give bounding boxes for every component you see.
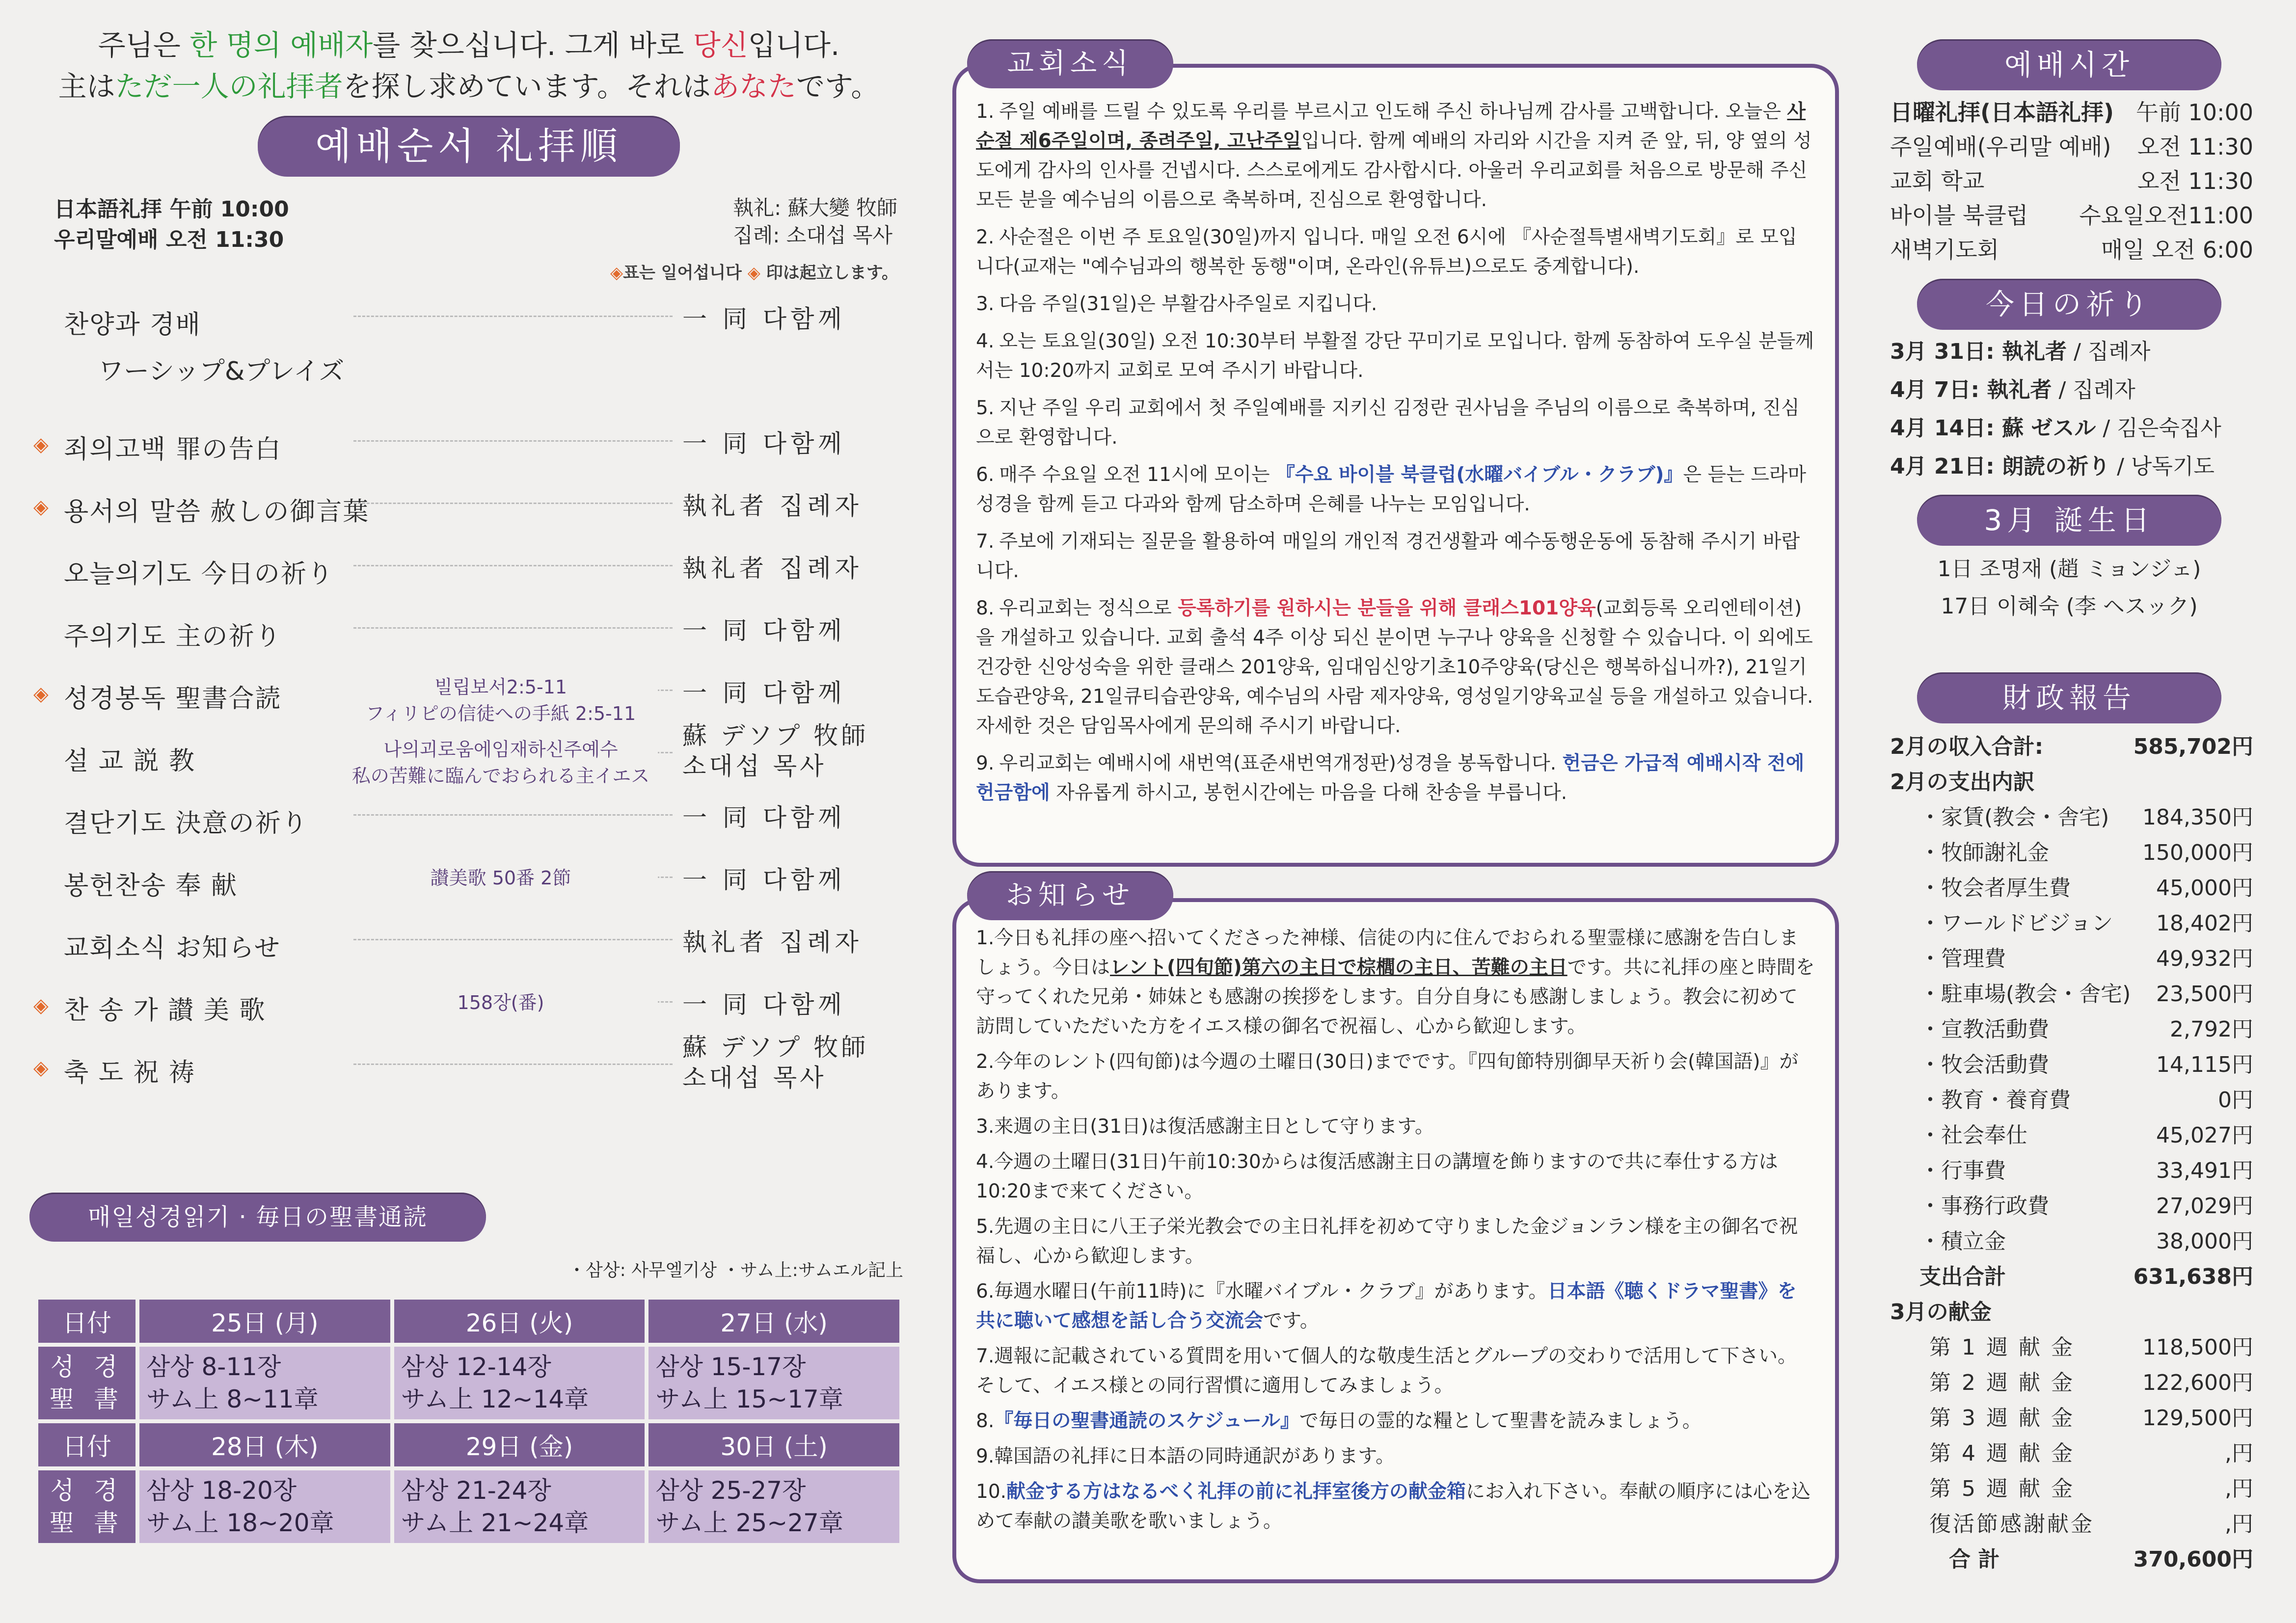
item-number: 6. xyxy=(976,464,995,486)
expense-row xyxy=(1870,835,2268,871)
diamond-icon: ◈ xyxy=(747,263,760,283)
table-header: 日付 xyxy=(38,1300,135,1343)
amount: 45,027円 xyxy=(2156,1123,2253,1148)
income-row xyxy=(1870,729,2268,765)
expense-row xyxy=(1870,1012,2268,1047)
order-item-leader: 一 同 다함께 xyxy=(682,678,893,708)
table-cell: 삼상 15-17장 サム上 15~17章 xyxy=(648,1347,899,1419)
amount: 370,600円 xyxy=(2133,1547,2253,1572)
table-row xyxy=(38,1347,899,1419)
amount: 631,638円 xyxy=(2133,1264,2253,1289)
prayer-leader-kr: / 집례자 xyxy=(2052,377,2135,402)
item-number: 9. xyxy=(976,752,995,774)
order-item xyxy=(29,788,908,850)
order-item-detail: 나의괴로움에임재하신주예수 私の苦難に臨んでおられる主イエス xyxy=(344,736,658,789)
prayer-list xyxy=(1870,333,2268,486)
order-item-name: 죄의고백 罪の告白 xyxy=(64,435,282,464)
offering-row xyxy=(1870,1365,2268,1401)
service-name: 교회 학교 xyxy=(1890,168,1985,194)
order-item xyxy=(29,1033,908,1099)
prayer-leader: 朗読の祈り xyxy=(2002,454,2110,479)
welcome-korean xyxy=(29,25,908,66)
table-cell: 삼상 12-14장 サム上 12~14章 xyxy=(394,1347,645,1419)
reading-table xyxy=(34,1296,903,1547)
list-item xyxy=(976,223,1815,282)
birthday-title: 3月 誕生日 xyxy=(1917,495,2221,546)
order-item-leader: 執礼者 집례자 xyxy=(682,927,893,958)
amount: 129,500円 xyxy=(2142,1406,2253,1431)
order-item-detail: 讃美歌 50番 2節 xyxy=(344,865,658,891)
row-label: 성 경 聖 書 xyxy=(38,1347,135,1419)
expense-name: ・宣教活動費 xyxy=(1919,1017,2049,1042)
service-times-title: 예배시간 xyxy=(1917,39,2221,90)
amount: ,円 xyxy=(2225,1441,2253,1466)
expense-row xyxy=(1870,800,2268,835)
expense-name: ・社会奉仕 xyxy=(1919,1123,2027,1148)
text: 주님은 xyxy=(98,28,190,62)
item-text: 자유롭게 하시고, 봉헌시간에는 마음을 다해 찬송을 부릅니다. xyxy=(1050,782,1567,804)
order-item-name: 축 도 祝 祷 xyxy=(64,1058,196,1088)
list-item xyxy=(976,1277,1815,1336)
expense-row xyxy=(1870,1224,2268,1259)
order-item xyxy=(29,663,908,725)
officiant-kr: 집례: 소대섭 목사 xyxy=(733,223,892,247)
order-item xyxy=(29,912,908,975)
order-item xyxy=(29,414,908,476)
prayer-date: 4月 21日: xyxy=(1890,454,1995,479)
item-text: 주일 예배를 드릴 수 있도록 우리를 부르시고 인도해 주신 하나님께 감사를 고백합니다. 오늘은 xyxy=(999,101,1787,123)
offering-row xyxy=(1870,1507,2268,1542)
item-number: 3. xyxy=(976,293,995,315)
church-news-box xyxy=(952,64,1839,867)
item-number: 7. xyxy=(976,531,995,553)
expense-row xyxy=(1870,906,2268,941)
amount: 18,402円 xyxy=(2156,911,2253,936)
offering-row xyxy=(1870,1471,2268,1507)
offering-heading xyxy=(1870,1295,2268,1330)
item-text: 우리교회는 예배시에 새번역(표준새번역개정판)성경을 봉독합니다. xyxy=(999,752,1563,774)
text: 당신 xyxy=(693,28,748,62)
expense-name: ・管理費 xyxy=(1919,946,2006,971)
text: 표는 일어섭니다 xyxy=(623,263,748,283)
expense-name: ・教育・養育費 xyxy=(1919,1088,2071,1113)
birthday-list xyxy=(1870,551,2268,625)
amount: 38,000円 xyxy=(2156,1229,2253,1254)
prayer-leader-kr: / 낭독기도 xyxy=(2110,454,2215,479)
finance-title: 財政報告 xyxy=(1917,672,2221,723)
table-header: 27日 (水) xyxy=(648,1300,899,1343)
expense-name: ・牧師謝礼金 xyxy=(1919,840,2049,865)
info-column xyxy=(1870,0,2268,1577)
list-item xyxy=(976,1407,1815,1436)
item-number: 10. xyxy=(976,1481,1007,1503)
leader-line xyxy=(353,627,673,629)
order-item-subtitle: ワーシップ&プレイズ xyxy=(98,357,345,386)
item-number: 6. xyxy=(976,1280,995,1303)
order-item xyxy=(29,289,908,351)
diamond-icon: ◈ xyxy=(610,263,623,283)
amount: 33,491円 xyxy=(2156,1158,2253,1183)
item-text: です。共に礼拝の座と時間を守ってくれた兄弟・姉妹とも感謝の挨拶をします。自分自身にも感謝しましょう。教会に初めて訪問していただいた方をイエス様の御名で祝福し、心から歓迎します。 xyxy=(976,957,1815,1038)
amount: 122,600円 xyxy=(2142,1370,2253,1395)
list-item xyxy=(976,749,1815,808)
order-item xyxy=(29,351,908,414)
order-item-name: 용서의 말씀 赦しの御言葉 xyxy=(64,497,370,527)
leader-line xyxy=(353,1064,673,1065)
welcome-message xyxy=(29,25,908,107)
expense-row xyxy=(1870,1189,2268,1224)
list-item xyxy=(976,527,1815,586)
service-time: 日本語礼拝 午前 10:00 xyxy=(54,197,289,222)
order-item-leader: 一 同 다함께 xyxy=(682,304,893,334)
expense-name: ・牧会活動費 xyxy=(1919,1052,2049,1077)
item-number: 1. xyxy=(976,101,995,123)
expense-row xyxy=(1870,941,2268,977)
list-item xyxy=(976,1342,1815,1401)
standing-legend xyxy=(29,259,898,283)
item-number: 2. xyxy=(976,1051,995,1073)
item-highlight: 헌금은 가급적 예배시작 전에 헌금함에 xyxy=(976,752,1805,804)
service-time: 午前 10:00 xyxy=(2135,99,2253,126)
expense-row xyxy=(1870,871,2268,906)
standing-diamond-icon: ◈ xyxy=(33,683,49,705)
offering-name: 第 5 週 献 金 xyxy=(1929,1476,2075,1501)
list-item xyxy=(976,97,1815,215)
text: ただ一人の礼拝者 xyxy=(115,70,343,103)
worship-order-column xyxy=(29,0,908,1537)
item-text: 今年のレント(四旬節)は今週の土曜日(30日)までです。『四旬節特別御早天祈り会(韓国語)』があります。 xyxy=(976,1051,1799,1102)
order-item xyxy=(29,538,908,601)
amount: 184,350円 xyxy=(2142,805,2253,830)
service-time-row xyxy=(1870,95,2268,130)
list-item xyxy=(976,394,1815,452)
item-text: にお入れ下さい。奉献の順序には心を込めて奉献の讃美歌を歌いましょう。 xyxy=(976,1481,1811,1532)
item-number: 4. xyxy=(976,330,995,352)
worship-order-list xyxy=(29,289,908,1099)
item-number: 5. xyxy=(976,1216,995,1238)
amount: 23,500円 xyxy=(2156,982,2253,1007)
list-item xyxy=(976,290,1815,319)
order-item-name: 주의기도 主の祈り xyxy=(64,622,282,651)
table-header: 30日 (土) xyxy=(648,1423,899,1466)
order-item-leader: 執礼者 집례자 xyxy=(682,491,893,521)
notice-title: お知らせ xyxy=(967,871,1173,920)
amount: 585,702円 xyxy=(2133,734,2253,759)
prayer-row xyxy=(1870,448,2268,486)
list-item xyxy=(976,327,1815,386)
offering-row xyxy=(1870,1401,2268,1436)
order-item-name: 봉헌찬송 奉 献 xyxy=(64,871,238,901)
offering-row xyxy=(1870,1330,2268,1365)
order-item-name: 교회소식 お知らせ xyxy=(64,933,281,963)
text: 입니다. xyxy=(748,28,840,62)
service-times-list xyxy=(1870,95,2268,267)
order-item-leader: 蘇 デソプ 牧師 소대섭 목사 xyxy=(682,1032,893,1093)
prayer-date: 4月 14日: xyxy=(1890,416,1995,441)
item-text: 우리교회는 정식으로 xyxy=(999,597,1178,619)
item-text: 先週の主日に八王子栄光教会での主日礼拝を初めて守りました金ジョンラン様を主の御名で祝福し、心から歓迎します。 xyxy=(976,1216,1798,1267)
item-text: 지난 주일 우리 교회에서 첫 주일예배를 지키신 김정란 권사님을 주님의 이름으로 축복하며, 진심으로 환영합니다. xyxy=(976,397,1800,449)
leader-line xyxy=(353,316,673,317)
table-cell: 삼상 18-20장 サム上 18~20章 xyxy=(139,1470,390,1543)
text: 2月の収入合計: xyxy=(1890,734,2044,759)
order-item xyxy=(29,975,908,1037)
item-number: 3. xyxy=(976,1116,995,1138)
amount: 150,000円 xyxy=(2142,840,2253,865)
finance-report xyxy=(1870,729,2268,1577)
item-text: 今日も礼拝の座へ招いてくださった神様、信徒の内に住んでおられる聖霊様に感謝を告白しましょう。今日は xyxy=(976,927,1799,979)
service-time: 오전 11:30 xyxy=(2137,168,2253,194)
prayer-row xyxy=(1870,333,2268,371)
service-name: 日曜礼拝(日本語礼拝) xyxy=(1890,99,2114,126)
amount: ,円 xyxy=(2225,1512,2253,1537)
expense-name: ・駐車場(教会・舎宅) xyxy=(1919,982,2131,1007)
item-text: 매주 수요일 오전 11시에 모이는 xyxy=(999,464,1276,486)
service-time-row xyxy=(1870,233,2268,267)
item-number: 8. xyxy=(976,1410,995,1432)
expense-name: ・家賃(教会・舎宅) xyxy=(1919,805,2109,830)
order-item-name: 설 교 説 教 xyxy=(64,746,196,776)
list-item xyxy=(976,924,1815,1041)
item-text: 사순절은 이번 주 토요일(30일)까지 입니다. 매일 오전 6시에 『사순절특별새벽기도회』로 모입니다(교재는 "예수님과의 행복한 동행"이며, 온라인(유튜브)으로도 중계합니다). xyxy=(976,226,1797,278)
order-item-detail: 158장(番) xyxy=(344,989,658,1016)
item-number: 9. xyxy=(976,1445,995,1467)
amount: 45,000円 xyxy=(2156,876,2253,901)
service-time: 우리말예배 오전 11:30 xyxy=(54,227,284,252)
amount: 118,500円 xyxy=(2142,1335,2253,1360)
table-header: 28日 (木) xyxy=(139,1423,390,1466)
table-cell: 삼상 21-24장 サム上 21~24章 xyxy=(394,1470,645,1543)
offering-name: 復活節感謝献金 xyxy=(1929,1512,2094,1537)
officiant xyxy=(733,194,897,255)
table-cell: 삼상 25-27장 サム上 25~27章 xyxy=(648,1470,899,1543)
offering-name: 第 3 週 献 金 xyxy=(1929,1406,2075,1431)
item-text: です。 xyxy=(1263,1310,1319,1332)
order-item xyxy=(29,850,908,912)
service-time-row xyxy=(1870,198,2268,233)
leader-line xyxy=(353,503,673,504)
table-row xyxy=(38,1423,899,1466)
item-highlight: 日本語《聴くドラマ聖書》を共に聴いて感想を話し合う交流会 xyxy=(976,1280,1797,1332)
item-number: 4. xyxy=(976,1151,995,1173)
order-item-name: 오늘의기도 今日の祈り xyxy=(64,559,334,589)
standing-diamond-icon: ◈ xyxy=(33,1057,49,1079)
item-text: 다음 주일(31일)은 부활감사주일로 지킵니다. xyxy=(999,293,1378,315)
expense-row xyxy=(1870,1153,2268,1189)
table-header: 25日 (月) xyxy=(139,1300,390,1343)
expense-name: ・積立金 xyxy=(1919,1229,2006,1254)
item-text: 오는 토요일(30일) 오전 10:30부터 부활절 강단 꾸미기로 모입니다. 함께 동참하여 도우실 분들께서는 10:20까지 교회로 모여 주시기 바랍니다. xyxy=(976,330,1814,382)
order-item-leader: 一 同 다함께 xyxy=(682,989,893,1020)
table-header: 日付 xyxy=(38,1423,135,1466)
item-number: 7. xyxy=(976,1345,995,1367)
item-highlight: レント(四旬節)第六の主日で棕櫚の主日、苦難の主日 xyxy=(1110,957,1567,979)
order-item-leader: 執礼者 집례자 xyxy=(682,553,893,584)
expense-row xyxy=(1870,1083,2268,1118)
church-news-list xyxy=(956,68,1835,808)
prayer-date: 3月 31日: xyxy=(1890,339,1995,364)
text: 合 計 xyxy=(1949,1547,2000,1572)
standing-diamond-icon: ◈ xyxy=(33,496,49,518)
service-time: 오전 11:30 xyxy=(2137,133,2253,160)
service-time: 수요일오전11:00 xyxy=(2079,202,2253,229)
leader-line xyxy=(353,440,673,442)
service-name: 새벽기도회 xyxy=(1890,237,1999,263)
list-item xyxy=(976,1147,1815,1206)
text: 2月の支出内訳 xyxy=(1890,770,2035,795)
list-item xyxy=(976,1442,1815,1471)
prayer-leader: 蘇 ゼスル xyxy=(2002,416,2096,441)
expense-row xyxy=(1870,1047,2268,1083)
service-time: 매일 오전 6:00 xyxy=(2101,237,2253,263)
reading-note: ・삼상: 사무엘기상 ・サム上:サムエル記上 xyxy=(568,1260,903,1280)
expense-heading xyxy=(1870,765,2268,800)
item-number: 1. xyxy=(976,927,995,949)
list-item xyxy=(976,1212,1815,1271)
leader-line xyxy=(353,565,673,566)
amount: 49,932円 xyxy=(2156,946,2253,971)
expense-list xyxy=(1870,800,2268,1259)
amount: 2,792円 xyxy=(2170,1017,2253,1042)
welcome-japanese xyxy=(29,66,908,107)
order-item-name: 성경봉독 聖書合読 xyxy=(64,684,282,714)
item-highlight: 『수요 바이블 북클럽(水曜バイブル・クラブ)』 xyxy=(1275,464,1683,486)
order-item-name: 찬 송 가 讃 美 歌 xyxy=(64,996,266,1025)
order-item-leader: 一 同 다함께 xyxy=(682,802,893,833)
item-number: 8. xyxy=(976,597,995,619)
officiant-jp: 執礼: 蘇大變 牧師 xyxy=(733,196,897,220)
expense-name: ・ワールドビジョン xyxy=(1919,911,2113,936)
table-cell: 삼상 8-11장 サム上 8~11章 xyxy=(139,1347,390,1419)
expense-name: ・行事費 xyxy=(1919,1158,2006,1183)
item-text: 주보에 기재되는 질문을 활용하여 매일의 개인적 경건생활과 예수동행운동에 동참해 주시기 바랍니다. xyxy=(976,531,1800,582)
order-item-name: 찬양과 경배 xyxy=(64,310,201,340)
order-item-leader: 一 同 다함께 xyxy=(682,865,893,895)
item-text: 毎週水曜日(午前11時)に『水曜バイブル・クラブ』があります。 xyxy=(994,1280,1548,1303)
text: 3月の献金 xyxy=(1890,1300,1992,1325)
text: 印は起立します。 xyxy=(760,263,898,283)
prayer-title: 今日の祈り xyxy=(1917,279,2221,330)
amount: ,円 xyxy=(2225,1476,2253,1501)
expense-name: ・牧会者厚生費 xyxy=(1919,876,2071,901)
expense-row xyxy=(1870,1118,2268,1153)
table-header: 26日 (火) xyxy=(394,1300,645,1343)
notice-list xyxy=(956,902,1835,1536)
list-item xyxy=(976,1112,1815,1142)
service-times xyxy=(54,194,289,255)
item-text: 은 듣는 드라마 성경을 함께 듣고 다과와 함께 담소하며 은혜를 나누는 모임입니다. xyxy=(976,464,1807,515)
item-highlight: 献金する方はなるべく礼拝の前に礼拝室後方の献金箱 xyxy=(1006,1481,1466,1503)
leader-line xyxy=(353,939,673,940)
service-time-row xyxy=(1870,164,2268,198)
item-text: 今週の土曜日(31日)午前10:30からは復活感謝主日の講壇を飾りますので共に奉仕する方は10:20まで来てください。 xyxy=(976,1151,1778,1202)
table-row xyxy=(38,1300,899,1343)
notice-box xyxy=(952,898,1839,1583)
offering-total-row xyxy=(1870,1542,2268,1577)
text: 主は xyxy=(58,70,115,103)
item-text: (교회등록 오리엔테이션)을 개설하고 있습니다. 교회 출석 4주 이상 되신 분이면 누구나 양육을 신청할 수 있습니다. 이 외에도 건강한 신앙성숙을 위한 클래스 201양육, 임대임신앙기초10주양육(당신은 행복하십니까?), 21일기도습관양육, 21일큐티습관양육, 예수님의 사람 제자양육, 영성일기양육교실 등을 개설하고 있습니다. 자세한 것은 담임목사에게 문의해 주시기 바랍니다. xyxy=(976,597,1813,737)
service-name: 주일예배(우리말 예배) xyxy=(1890,133,2111,160)
item-text: 韓国語の礼拝に日本語の同時通訳があります。 xyxy=(994,1445,1395,1467)
reading-title: 매일성경읽기 · 毎日の聖書通読 xyxy=(29,1193,486,1242)
prayer-date: 4月 7日: xyxy=(1890,377,1980,402)
text: です。 xyxy=(796,70,880,103)
text: 支出合計 xyxy=(1919,1264,2006,1289)
list-item xyxy=(976,460,1815,519)
list-item: 17日 이혜숙 (李 ヘスック) xyxy=(1941,594,2198,619)
offering-row xyxy=(1870,1436,2268,1471)
order-item xyxy=(29,721,908,788)
list-item: 1日 조명재 (趙 ミョンジェ) xyxy=(1937,557,2201,582)
item-number: 5. xyxy=(976,397,995,419)
prayer-leader: 執礼者 xyxy=(1987,377,2052,402)
service-name: 바이블 북클럽 xyxy=(1890,202,2028,229)
item-highlight: 『毎日の聖書通読のスケジュール』 xyxy=(994,1410,1299,1432)
table-header: 29日 (金) xyxy=(394,1423,645,1466)
prayer-leader-kr: / 집례자 xyxy=(2067,339,2151,364)
offering-name: 第 1 週 献 金 xyxy=(1929,1335,2075,1360)
table-row xyxy=(38,1470,899,1543)
item-highlight: 등록하기를 원하시는 분들을 위해 클래스101양육 xyxy=(1178,597,1596,619)
order-item-leader: 蘇 デソプ 牧師 소대섭 목사 xyxy=(682,720,893,781)
worship-order-title: 예배순서 礼拝順 xyxy=(258,116,680,177)
leader-line xyxy=(353,814,673,816)
text: 한 명의 예배자 xyxy=(189,28,373,62)
order-item-detail: 빌립보서2:5-11 フィリピの信徒への手紙 2:5-11 xyxy=(344,674,658,727)
item-text: 週報に記載されている質問を用いて個人的な敬虔生活とグループの交わりで活用して下さい。そして、イエス様との同行習慣に適用してみましょう。 xyxy=(976,1345,1797,1397)
text: 를 찾으십니다. 그게 바로 xyxy=(373,28,693,62)
item-text: 입니다. 함께 예배의 자리와 시간을 지켜 준 앞, 뒤, 양 옆의 성도에게 감사의 인사를 건넵시다. 스스로에게도 감사합시다. 아울러 우리교회를 처음으로 방문해 주신 모든 분을 예수님의 이름으로 축복하며, 진심으로 환영합니다. xyxy=(976,130,1812,211)
row-label: 성 경 聖 書 xyxy=(38,1470,135,1543)
text: あなた xyxy=(711,70,797,103)
item-highlight: 사순절 제6주일이며, 종려주일, 고난주일 xyxy=(976,101,1806,152)
order-item xyxy=(29,601,908,663)
item-number: 2. xyxy=(976,226,995,248)
item-text: で毎日の霊的な糧として聖書を読みましょう。 xyxy=(1299,1410,1702,1432)
prayer-row xyxy=(1870,371,2268,409)
list-item xyxy=(976,594,1815,741)
church-news-title: 교회소식 xyxy=(967,39,1173,88)
item-text: 来週の主日(31日)は復活感謝主日として守ります。 xyxy=(994,1116,1434,1138)
amount: 14,115円 xyxy=(2156,1052,2253,1077)
prayer-row xyxy=(1870,409,2268,448)
expense-row xyxy=(1870,977,2268,1012)
prayer-leader: 執礼者 xyxy=(2002,339,2067,364)
list-item xyxy=(976,1477,1815,1536)
standing-diamond-icon: ◈ xyxy=(33,994,49,1017)
expense-name: ・事務行政費 xyxy=(1919,1194,2049,1219)
standing-diamond-icon: ◈ xyxy=(33,433,49,456)
offering-list xyxy=(1870,1330,2268,1542)
expense-total-row xyxy=(1870,1259,2268,1295)
order-item-name: 결단기도 決意の祈り xyxy=(64,809,308,838)
service-time-row xyxy=(1870,130,2268,164)
amount: 27,029円 xyxy=(2156,1194,2253,1219)
order-item xyxy=(29,476,908,538)
text: を探し求めています。それは xyxy=(343,70,711,103)
order-item-leader: 一 同 다함께 xyxy=(682,615,893,646)
order-item-leader: 一 同 다함께 xyxy=(682,428,893,459)
prayer-leader-kr: / 김은숙집사 xyxy=(2096,416,2221,441)
offering-name: 第 2 週 献 金 xyxy=(1929,1370,2075,1395)
list-item xyxy=(976,1047,1815,1106)
service-header xyxy=(29,194,908,255)
amount: 0円 xyxy=(2218,1088,2253,1113)
offering-name: 第 4 週 献 金 xyxy=(1929,1441,2075,1466)
